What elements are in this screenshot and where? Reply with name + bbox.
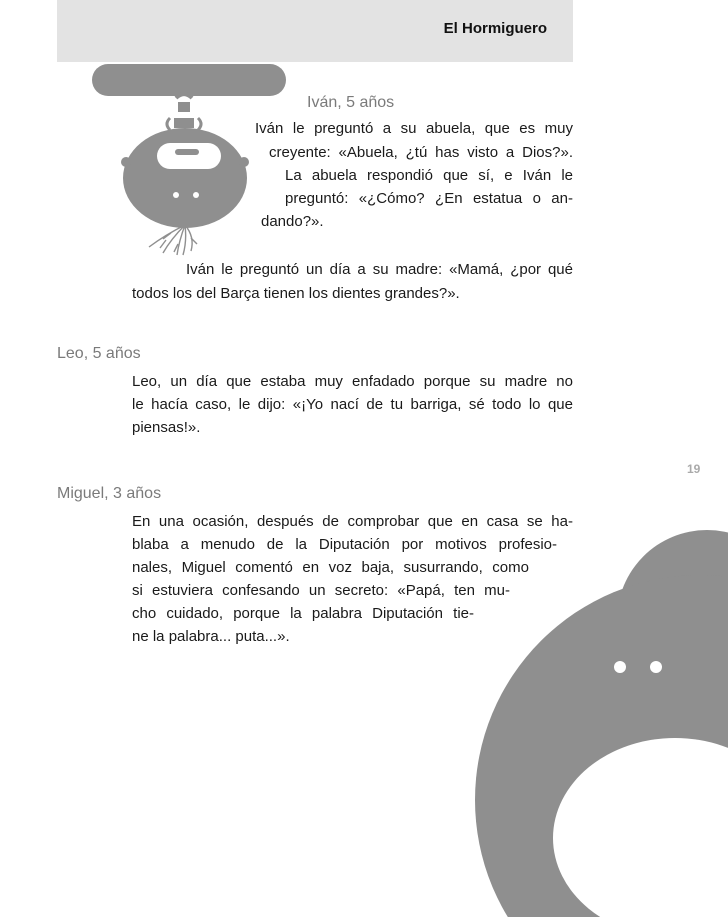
upside-down-character-illustration: [92, 64, 286, 255]
anecdote-text-leo: [132, 371, 573, 439]
text-line: dando?».: [261, 213, 324, 230]
text-line: si estuviera confesando un secreto: «Papá, ten mu-: [132, 582, 510, 599]
text-line: ne la palabra... puta...».: [132, 628, 290, 645]
anecdote-name-leo: Leo, 5 años: [57, 345, 141, 362]
text-line: Iván le preguntó a su abuela, que es muy: [255, 120, 573, 137]
text-line: nales, Miguel comentó en voz baja, susurrando, como: [132, 559, 529, 576]
text-line: preguntó: «¿Cómo? ¿En estatua o an-: [285, 190, 573, 207]
text-line: blaba a menudo de la Diputación por motivos profesio-: [132, 536, 557, 553]
text-line: La abuela respondió que sí, e Iván le: [285, 167, 573, 184]
anecdote-name-miguel: Miguel, 3 años: [57, 485, 162, 502]
text-line: le hacía caso, le dijo: «¡Yo nací de tu barriga, sé todo lo que: [132, 396, 573, 413]
running-header-title: El Hormiguero: [443, 20, 547, 37]
text-line: todos los del Barça tienen los dientes grandes?».: [132, 285, 460, 302]
anecdote-text-miguel: [132, 511, 573, 648]
text-line: Leo, un día que estaba muy enfadado porque su madre no: [132, 373, 573, 390]
text-line: creyente: «Abuela, ¿tú has visto a Dios?».: [269, 144, 573, 161]
text-line: cho cuidado, porque la palabra Diputación tie-: [132, 605, 474, 622]
text-line: En una ocasión, después de comprobar que en casa se ha-: [132, 513, 573, 530]
text-line: Iván le preguntó un día a su madre: «Mamá, ¿por qué: [186, 261, 573, 278]
anecdote-name-ivan: Iván, 5 años: [307, 94, 395, 111]
page-number: 19: [687, 462, 701, 476]
text-line: piensas!».: [132, 419, 201, 436]
